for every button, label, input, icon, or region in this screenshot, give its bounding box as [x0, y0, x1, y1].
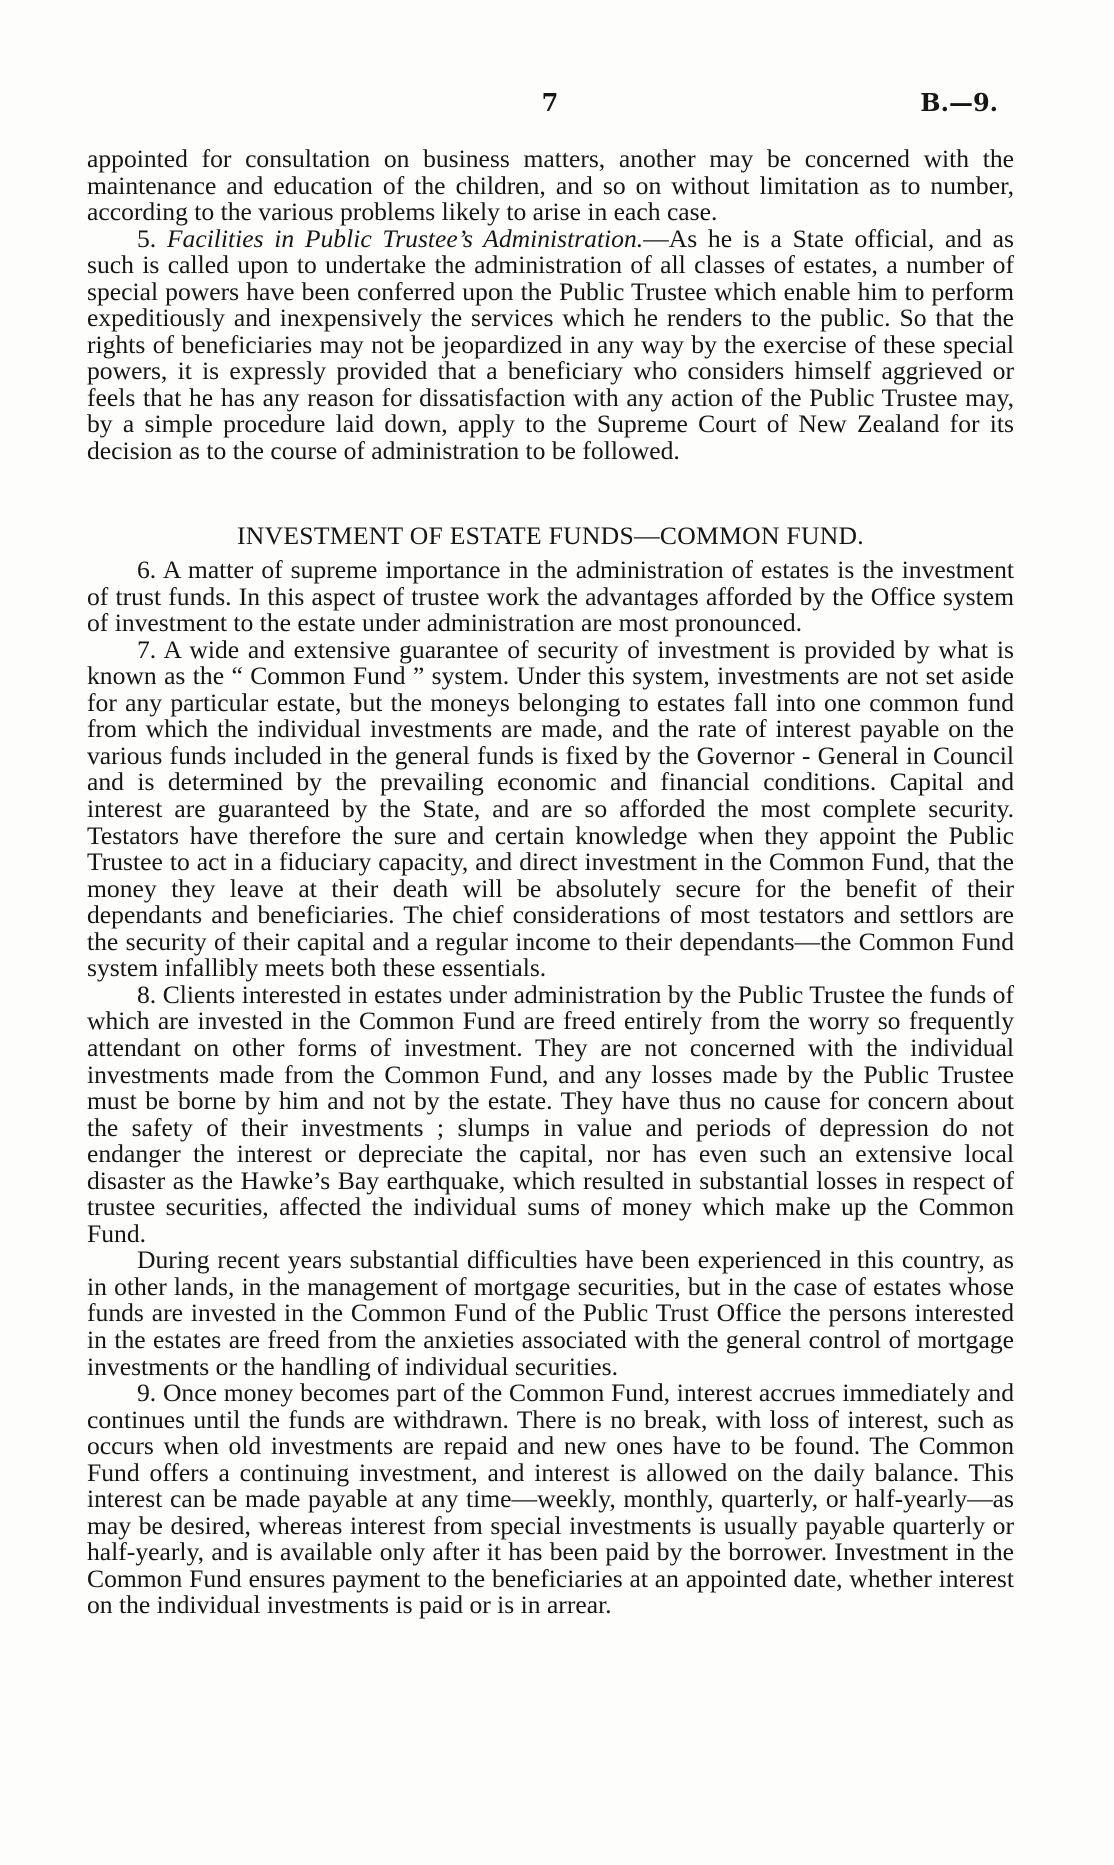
paragraph-5-text: —As he is a State official, and as such is called upon to undertake the administration of all classes of estates, a number of special powers have been conferred upon the Public Trustee which enable him to perform expeditiously and inexpensively the services which he renders to the public. So that the rights of beneficiaries may not be jeopardized in any way by the exercise of these special powers, it is expressly provided that a beneficiary who considers himself aggrieved or feels that he has any reason for dissatisfaction with any action of the Public Trustee may, by a simple procedure laid down, apply to the Supreme Court of New Zealand for its decision as to the course of administration to be followed.	[87, 223, 1014, 466]
page-body	[87, 146, 1014, 1619]
continuation-paragraph: appointed for consultation on business matters, another may be concerned with the maintenance and education of the children, and so on without limitation as to number, according to the various problems likely to arise in each case.	[87, 144, 1014, 227]
paragraph-7: 7. A wide and extensive guarantee of security of investment is provided by what is known as the “ Common Fund ” system. Under this system, investments are not set aside for any particular estate, but the moneys belonging to estates fall into one common fund from which the individual investments are made, and the rate of interest payable on the various funds included in the general funds is fixed by the Governor - General in Council and is determined by the prevailing economic and financial conditions. Capital and interest are guaranteed by the State, and are so afforded the most complete security. Testators have therefore the sure and certain knowledge when they appoint the Public Trustee to act in a fiduciary capacity, and direct investment in the Common Fund, that the money they leave at their death will be absolutely secure for the benefit of their dependants and beneficiaries. The chief considerations of most testators and settlors are the security of their capital and a regular income to their dependants—the Common Fund system infallibly meets both these essentials.	[87, 634, 1014, 983]
section-heading: INVESTMENT OF ESTATE FUNDS—COMMON FUND.	[236, 520, 865, 550]
page-number: 7	[541, 88, 559, 117]
paragraph-9: 9. Once money becomes part of the Common Fund, interest accrues immediately and continues until the funds are withdrawn. There is no break, with loss of interest, such as occurs when old investments are repaid and new ones have to be found. The Common Fund offers a continuing investment, and interest is allowed on the daily balance. This interest can be made payable at any time—weekly, monthly, quarterly, or half-yearly—as may be desired, whereas interest from special investments is usually payable quarterly or half-yearly, and is available only after it has been paid by the borrower. Investment in the Common Fund ensures payment to the beneficiaries at an appointed date, whether interest on the individual investments is paid or is in arrear.	[87, 1378, 1014, 1620]
paragraph-8-continued: During recent years substantial difficulties have been experienced in this country, as in other lands, in the management of mortgage securities, but in the case of estates whose funds are invested in the Common Fund of the Public Trust Office the persons interested in the estates are freed from the anxieties associated with the general control of mortgage investments or the handling of individual securities.	[87, 1245, 1014, 1381]
paragraph-8: 8. Clients interested in estates under administration by the Public Trustee the funds of which are invested in the Common Fund are freed entirely from the worry so frequently attendant on other forms of investment. They are not concerned with the individual investments made from the Common Fund, and any losses made by the Public Trustee must be borne by him and not by the estate. They have thus no cause for concern about the safety of their investments ; slumps in value and periods of depression do not endanger the interest or depreciate the capital, nor has even such an extensive local disaster as the Hawke’s Bay earthquake, which resulted in substantial losses in respect of trustee securities, affected the individual sums of money which make up the Common Fund.	[87, 979, 1014, 1248]
paragraph-5-title: Facilities in Public Trustee’s Administration.	[166, 223, 644, 253]
paragraph-5-number: 5.	[137, 223, 157, 253]
paragraph-6: 6. A matter of supreme importance in the administration of estates is the investment of trust funds. In this aspect of trustee work the advantages afforded by the Office system of investment to the estate under administration are most pronounced.	[87, 555, 1014, 638]
document-reference: B.—9.	[920, 88, 998, 117]
paragraph-5	[87, 223, 1014, 466]
